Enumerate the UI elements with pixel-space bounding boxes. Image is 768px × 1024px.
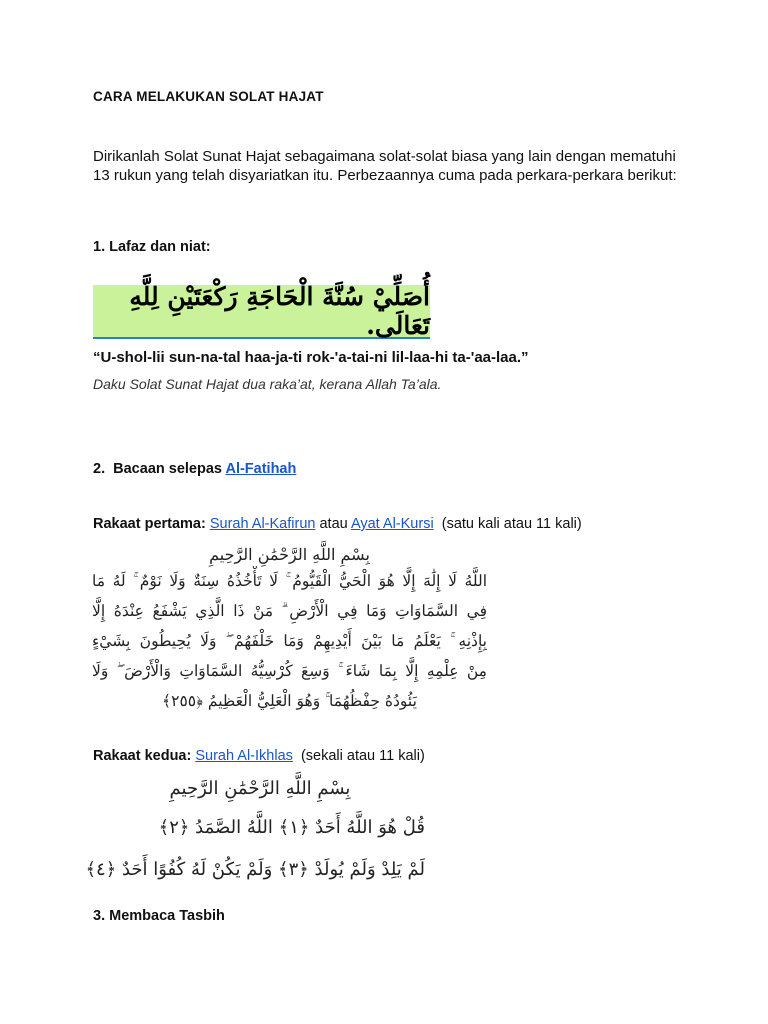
ayat-kursi-line: بِإِذْنِهِ ۚ يَعْلَمُ مَا بَيْنَ أَيْدِيهِمْ وَمَا خَلْفَهُمْ ۖ وَلَا يُحِيطُونَ بِشَيْءٍ bbox=[92, 632, 487, 650]
niat-transliteration: “U-shol-lii sun-na-tal haa-ja-ti rok-'a-tai-ni lil-laa-hi ta-'aa-laa.” bbox=[93, 349, 529, 366]
intro-paragraph: Dirikanlah Solat Sunat Hajat sebagaimana solat-solat biasa yang lain dengan mematuhi 13 rukun yang telah disyariatkan itu. Perbezaannya cuma pada perkara-perkara berikut: bbox=[93, 148, 677, 184]
bacaan-heading-text: 2. Bacaan selepas bbox=[93, 461, 226, 477]
rakaat-kedua-label: Rakaat kedua: bbox=[93, 748, 192, 764]
niat-arabic-box bbox=[93, 282, 430, 340]
page-title: CARA MELAKUKAN SOLAT HAJAT bbox=[93, 89, 324, 104]
niat-arabic-text: أُصَلِّيْ سُنَّةَ الْحَاجَةِ رَكْعَتَيْنِ لِلَّهِ تَعَالَى. bbox=[129, 282, 430, 340]
surah-ikhlas-image bbox=[85, 778, 425, 891]
section-heading-niat: 1. Lafaz dan niat: bbox=[93, 239, 211, 255]
ayat-kursi-line: فِي السَّمَاوَاتِ وَمَا فِي الْأَرْضِ ۗ مَنْ ذَا الَّذِي يَشْفَعُ عِنْدَهُ إِلَّا bbox=[92, 602, 487, 620]
ayat-kursi-image bbox=[92, 545, 487, 716]
al-fatihah-link[interactable]: Al-Fatihah bbox=[225, 461, 297, 477]
rakaat-pertama-count: (satu kali atau 11 kali) bbox=[433, 516, 582, 532]
ikhlas-line: قُلْ هُوَ اللَّهُ أَحَدٌ ﴿١﴾ اللَّهُ الصَّمَدُ ﴿٢﴾ bbox=[158, 817, 425, 838]
ayat-kursi-line: مِنْ عِلْمِهِ إِلَّا بِمَا شَاءَ ۚ وَسِعَ كُرْسِيُّهُ السَّمَاوَاتِ وَالْأَرْضَ ۖ وَلَا bbox=[92, 662, 487, 680]
niat-meaning: Daku Solat Sunat Hajat dua raka’at, kerana Allah Ta’ala. bbox=[93, 376, 442, 392]
rakaat-pertama-line bbox=[93, 516, 582, 532]
rakaat-pertama-label: Rakaat pertama: bbox=[93, 516, 206, 532]
ikhlas-basmalah: بِسْمِ اللَّهِ الرَّحْمَٰنِ الرَّحِيمِ bbox=[169, 778, 351, 799]
ayat-kursi-line: يَئُودُهُ حِفْظُهُمَا ۚ وَهُوَ الْعَلِيُّ الْعَظِيمُ ﴿٢٥٥﴾ bbox=[162, 692, 417, 710]
section-heading-tasbih: 3. Membaca Tasbih bbox=[93, 908, 225, 924]
section-heading-bacaan bbox=[93, 461, 296, 477]
ayat-kursi-basmalah: بِسْمِ اللَّهِ الرَّحْمَٰنِ الرَّحِيمِ bbox=[209, 545, 370, 564]
atau-text: atau bbox=[315, 516, 351, 532]
surah-al-ikhlas-link[interactable]: Surah Al-Ikhlas bbox=[195, 748, 293, 764]
rakaat-kedua-count: (sekali atau 11 kali) bbox=[292, 748, 425, 764]
surah-al-kafirun-link[interactable]: Surah Al-Kafirun bbox=[209, 516, 316, 532]
ayat-al-kursi-link[interactable]: Ayat Al-Kursi bbox=[350, 516, 434, 532]
rakaat-kedua-line bbox=[93, 748, 425, 764]
ayat-kursi-line: اللَّهُ لَا إِلَٰهَ إِلَّا هُوَ الْحَيُّ الْقَيُّومُ ۚ لَا تَأْخُذُهُ سِنَةٌ وَلَا نَوْمٌ ۚ لَهُ مَا bbox=[92, 572, 487, 590]
ikhlas-line: لَمْ يَلِدْ وَلَمْ يُولَدْ ﴿٣﴾ وَلَمْ يَكُنْ لَهُ كُفُوًا أَحَدٌ ﴿٤﴾ bbox=[85, 859, 425, 880]
